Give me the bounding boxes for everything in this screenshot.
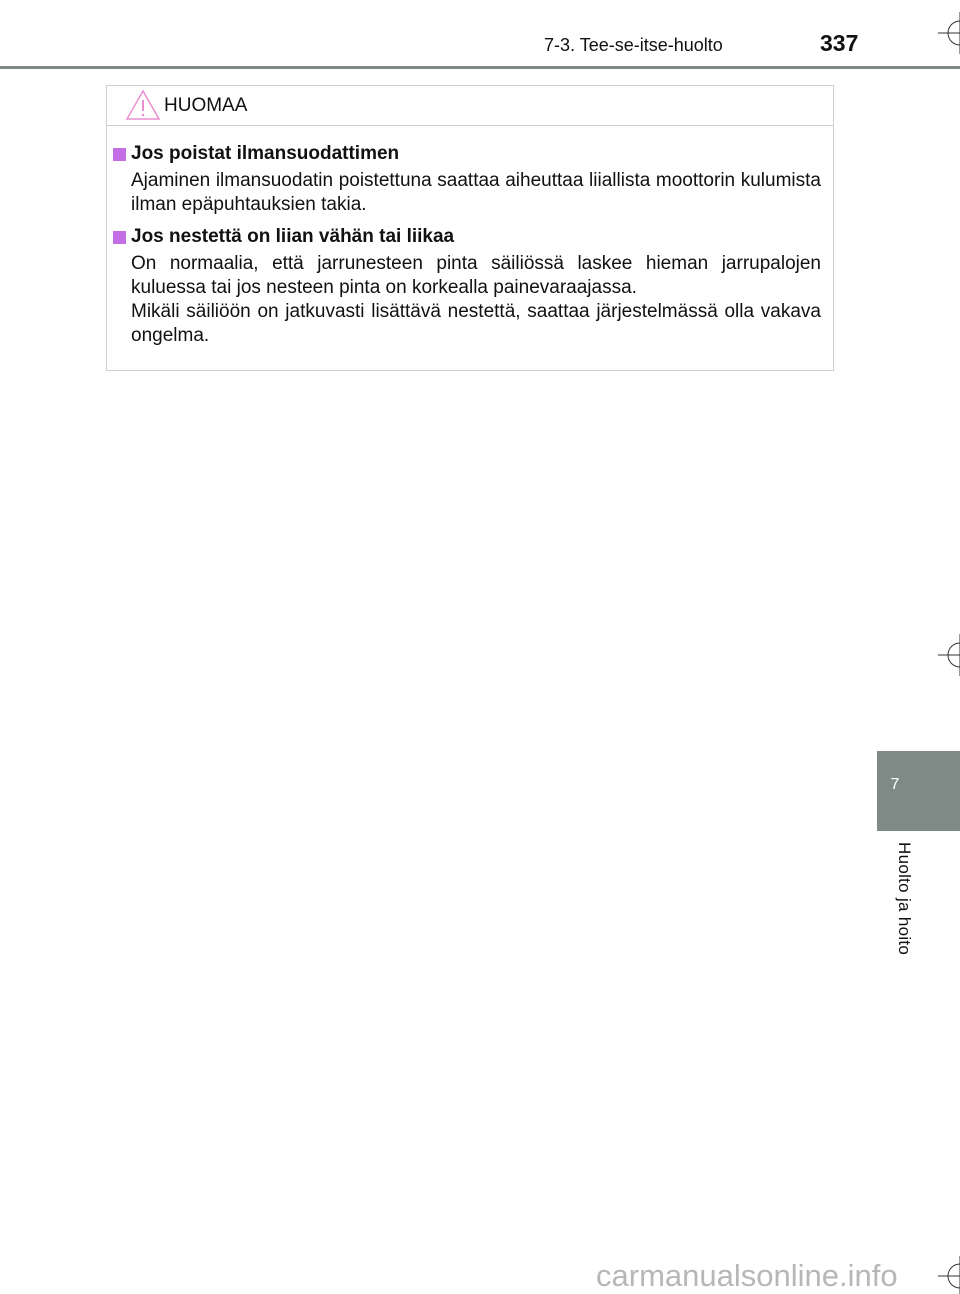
square-bullet-icon [113,231,126,244]
notice-item-body: Ajaminen ilmansuodatin poistettuna saattaa aiheuttaa liiallista moottorin kulumista ilman epäpuhtauksien takia. [131,170,821,215]
crop-mark-icon [938,1256,960,1294]
notice-item-heading: Jos poistat ilmansuodattimen [113,143,821,165]
warning-triangle-icon [125,89,161,121]
notice-item [113,226,821,348]
notice-header [107,86,833,126]
crop-mark-icon [938,634,960,676]
notice-item-body: On normaalia, että jarrunesteen pinta säiliössä laskee hieman jarrupalojen kuluessa tai jos nesteen pinta on korkealla painevaraajassa. [131,253,821,298]
notice-title: HUOMAA [164,95,248,116]
chapter-label: Huolto ja hoito [895,842,914,956]
notice-box [106,85,834,371]
chapter-tab [877,751,960,831]
crop-mark-icon [938,12,960,54]
section-title: 7-3. Tee-se-itse-huolto [544,35,723,55]
notice-item-body: Mikäli säiliöön on jatkuvasti lisättävä nestettä, saattaa järjestelmässä olla vakava ongelma. [131,301,821,346]
header-rule [0,66,960,69]
chapter-number: 7 [890,776,900,793]
page-number: 337 [820,30,859,56]
watermark: carmanualsonline.info [596,1258,898,1293]
notice-item-heading: Jos nestettä on liian vähän tai liikaa [113,226,821,248]
notice-item [113,143,821,217]
square-bullet-icon [113,148,126,161]
